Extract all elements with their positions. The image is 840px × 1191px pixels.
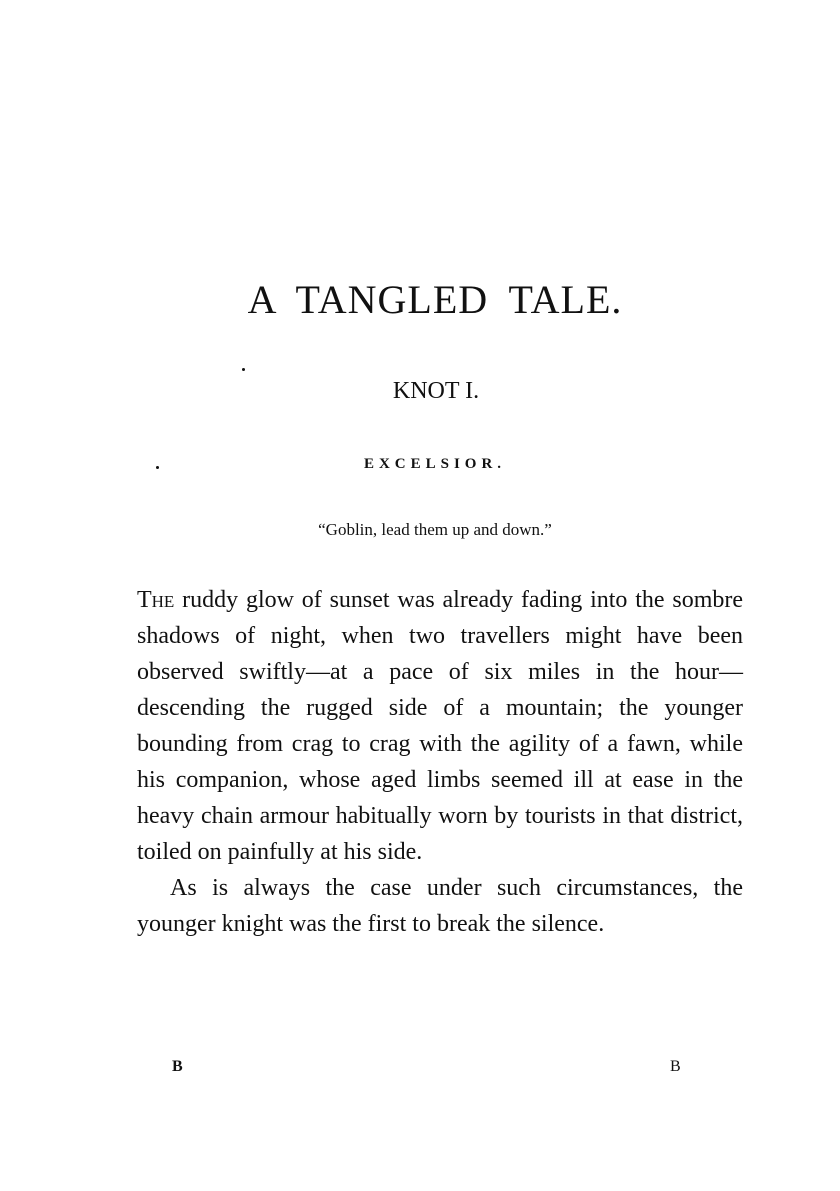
signature-mark-left: B <box>172 1058 183 1075</box>
book-title: A TANGLED TALE. <box>247 277 623 322</box>
paragraph-text: ruddy glow of sunset was already fading into the sombre shadows of night, when two travellers might have been observed swiftly—at a pace of six miles in the hour—descending the rugged side of a mountain; the younger bounding from crag to crag with the agility of a fawn, while his companion, whose aged limbs seemed ill at ease in the heavy chain armour habitually worn by tourists in that district, toiled on painfully at his side. <box>137 587 743 865</box>
chapter-title: EXCELSIOR. <box>363 456 507 472</box>
paragraph <box>137 582 743 870</box>
body-text <box>137 582 743 942</box>
signature-mark: B <box>670 1058 681 1075</box>
epigraph: “Goblin, lead them up and down.” <box>318 520 552 539</box>
print-speck <box>242 368 245 371</box>
paragraph-lead-word: The <box>137 587 175 613</box>
paragraph: As is always the case under such circumstances, the younger knight was the first to break the silence. <box>137 875 743 937</box>
knot-title: KNOT I. <box>392 378 480 404</box>
